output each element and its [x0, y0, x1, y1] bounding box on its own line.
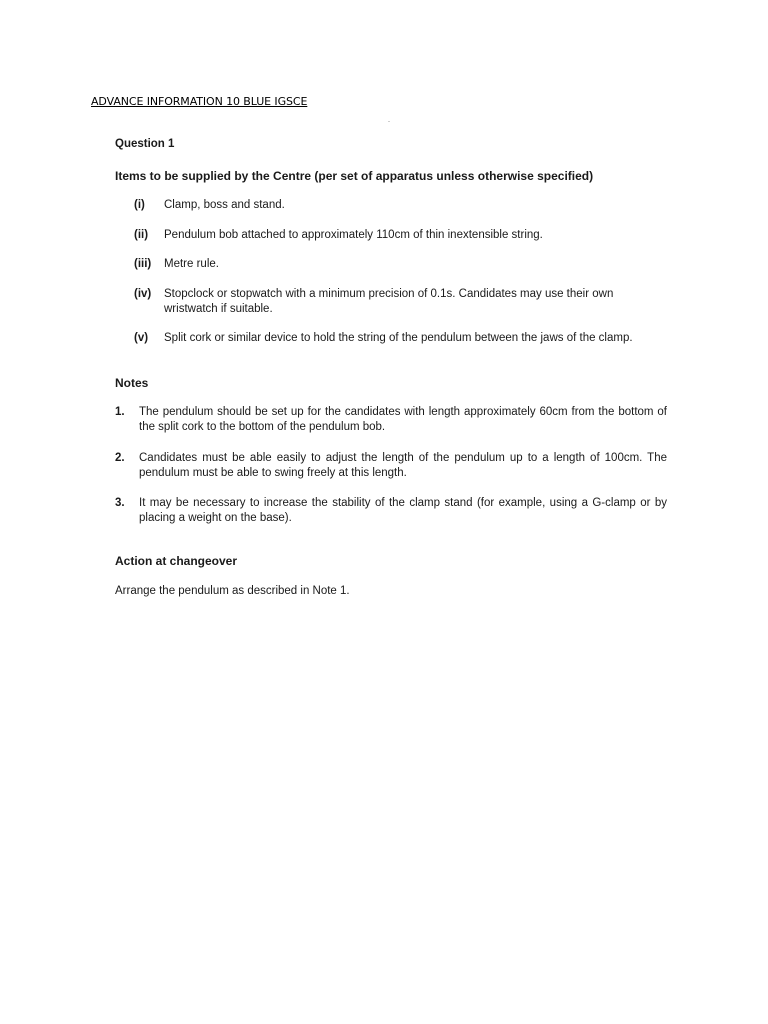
- note-text: Candidates must be able easily to adjust the length of the pendulum up to a length of 100cm. The pendulum must be able to swing freely at this length.: [139, 452, 667, 479]
- item-number: (v): [134, 332, 149, 344]
- note-number: 3.: [115, 497, 125, 509]
- item-text: Pendulum bob attached to approximately 110cm of thin inextensible string.: [164, 229, 543, 241]
- note-text: It may be necessary to increase the stability of the clamp stand (for example, using a G-clamp or by placing a weight on the base).: [139, 497, 667, 524]
- page-header: ADVANCE INFORMATION 10 BLUE IGSCE: [91, 95, 308, 108]
- question-title: Question 1: [115, 138, 175, 150]
- items-heading: Items to be supplied by the Centre (per set of apparatus unless otherwise specified): [115, 169, 594, 183]
- item-text: Metre rule.: [164, 258, 219, 270]
- item-text: Split cork or similar device to hold the string of the pendulum between the jaws of the clamp.: [164, 332, 633, 344]
- note-number: 2.: [115, 452, 125, 464]
- scan-speck: [388, 121, 390, 122]
- note-number: 1.: [115, 406, 125, 418]
- item-text: Clamp, boss and stand.: [164, 199, 285, 211]
- action-text: Arrange the pendulum as described in Note 1.: [115, 585, 350, 597]
- item-number: (ii): [134, 229, 149, 241]
- item-text: Stopclock or stopwatch with a minimum precision of 0.1s. Candidates may use their own wristwatch if suitable.: [164, 288, 614, 315]
- note-text: The pendulum should be set up for the candidates with length approximately 60cm from the bottom of the split cork to the bottom of the pendulum bob.: [139, 406, 667, 433]
- notes-heading: Notes: [115, 376, 149, 390]
- action-heading: Action at changeover: [115, 554, 238, 568]
- item-number: (iii): [134, 258, 152, 270]
- item-number: (iv): [134, 288, 152, 300]
- item-number: (i): [134, 199, 145, 211]
